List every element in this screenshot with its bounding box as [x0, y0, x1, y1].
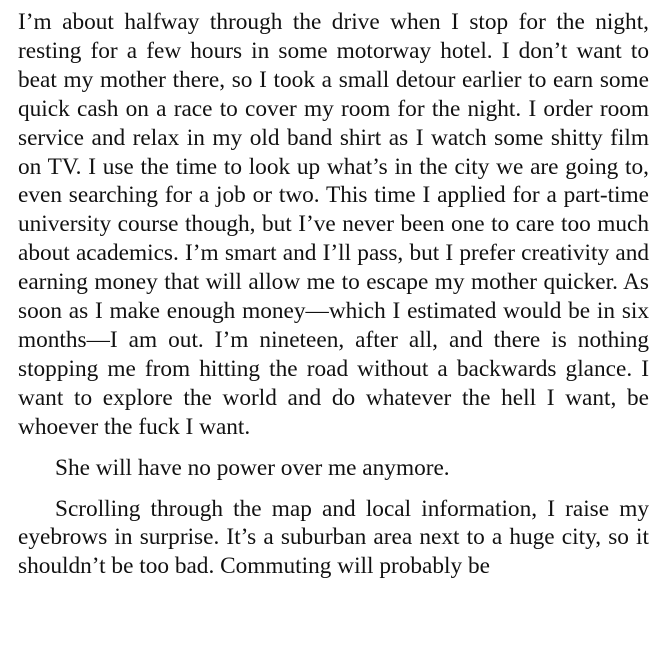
book-page	[18, 8, 649, 581]
paragraph-scrolling-map: Scrolling through the map and local information, I raise my eyebrows in surprise. It’s a suburban area next to a huge city, so it shouldn’t be too bad. Commuting will probably be	[18, 495, 649, 580]
paragraph-hotel-night: I’m about halfway through the drive when I stop for the night, resting for a few hours in some motorway hotel. I don’t want to beat my mother there, so I took a small detour earlier to earn some quick cash on a race to cover my room for the night. I order room service and relax in my old band shirt as I watch some shitty film on TV. I use the time to look up what’s in the city we are going to, even searching for a job or two. This time I applied for a part-time university course though, but I’ve never been one to care too much about academics. I’m smart and I’ll pass, but I prefer creativity and earning money that will allow me to escape my mother quicker. As soon as I make enough money—which I estimated would be in six months—I am out. I’m nineteen, after all, and there is nothing stopping me from hitting the road without a backwards glance. I want to explore the world and do whatever the hell I want, be whoever the fuck I want.	[18, 9, 649, 440]
paragraph-no-power: She will have no power over me anymore.	[55, 454, 450, 481]
